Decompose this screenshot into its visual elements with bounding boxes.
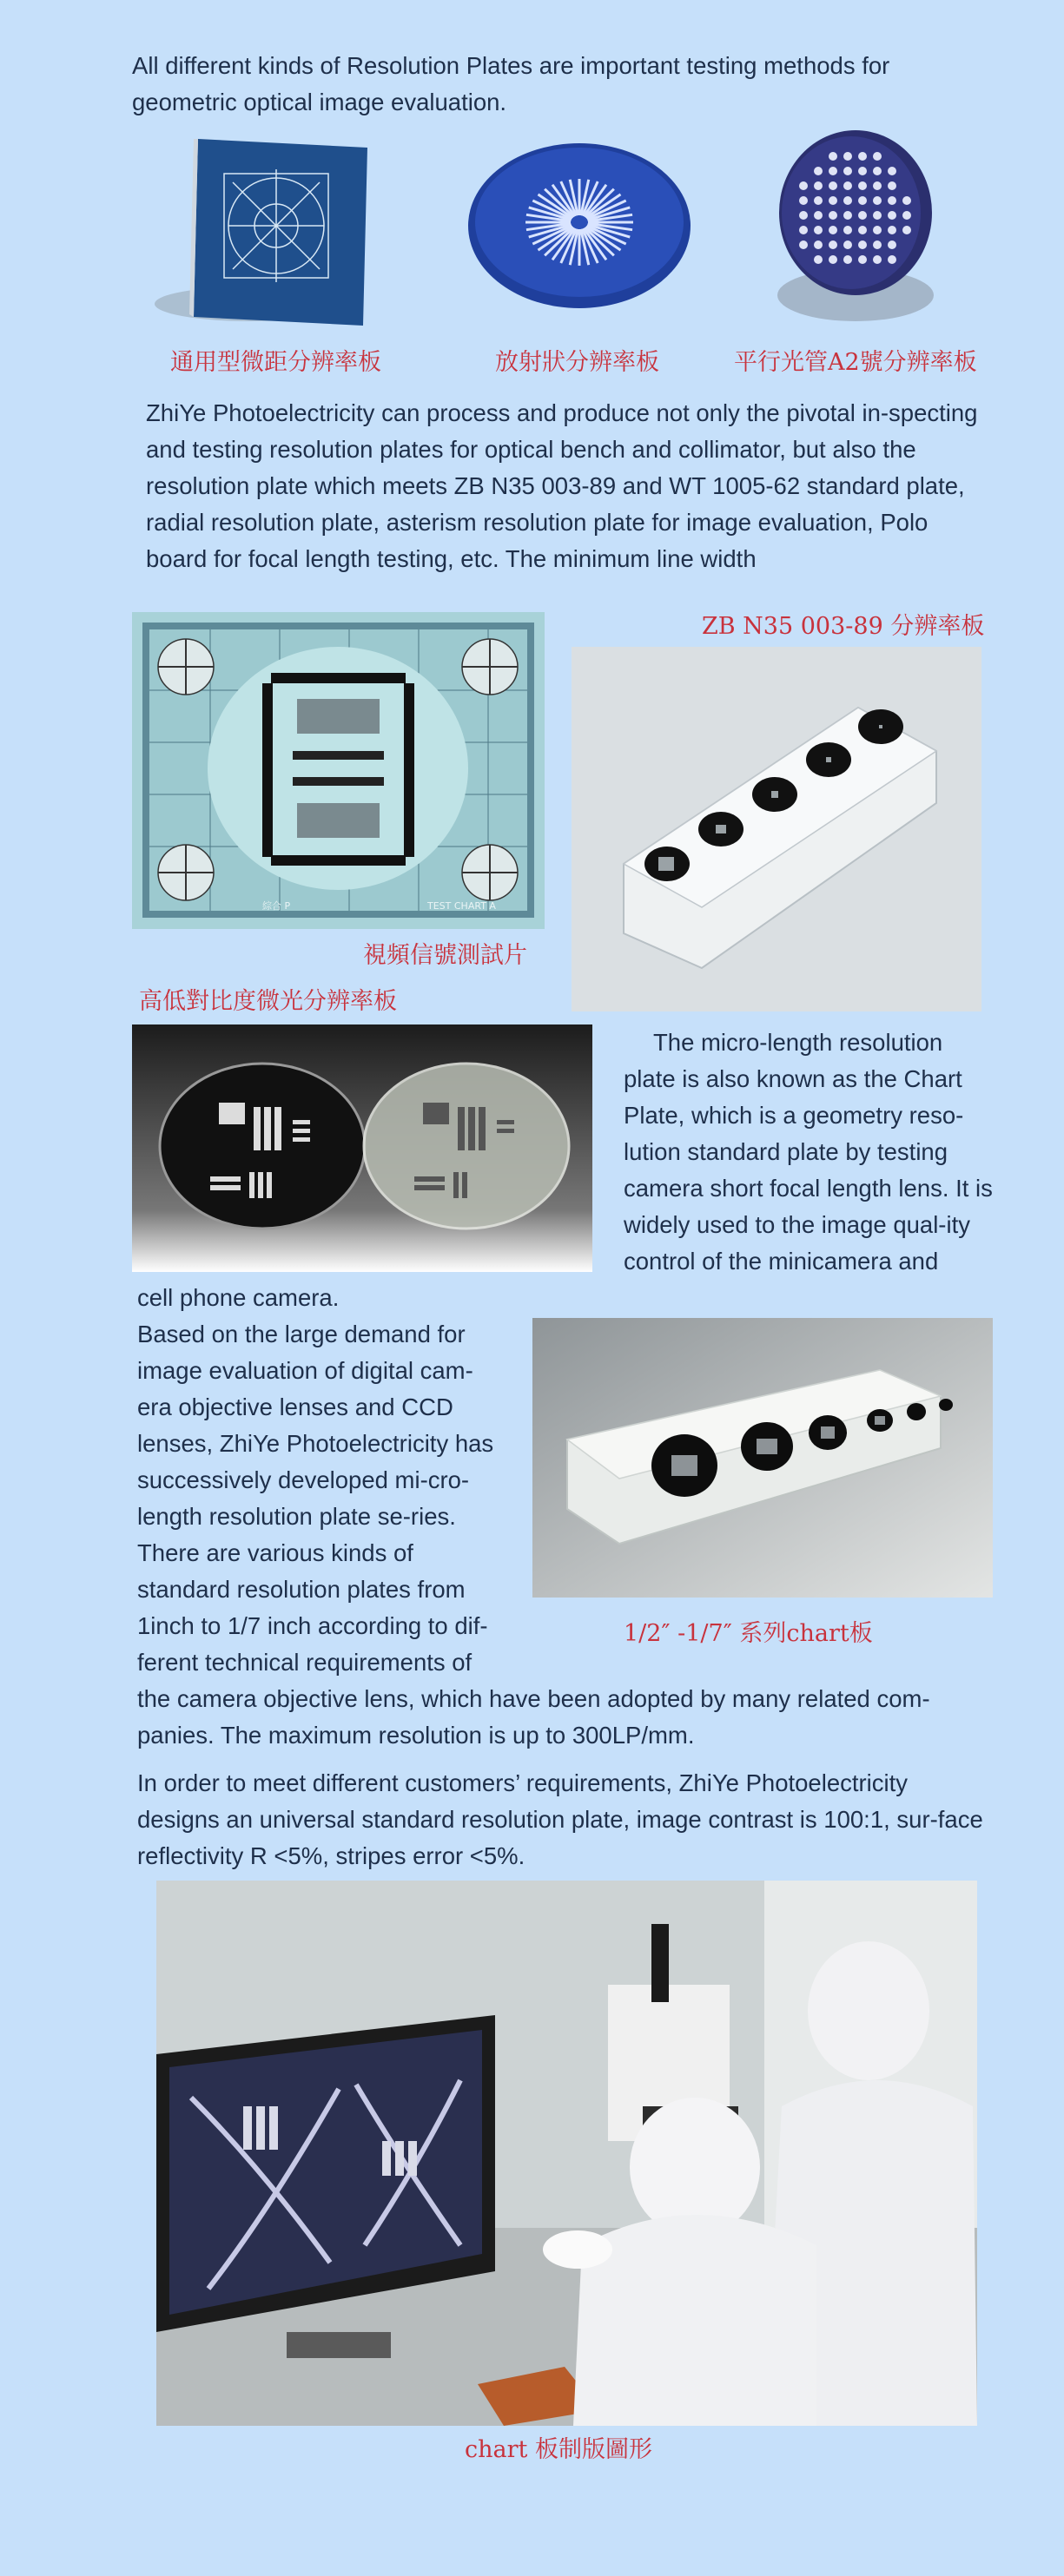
plate1-caption: 通用型微距分辨率板 (170, 349, 381, 376)
plate3-caption: 平行光管A2號分辨率板 (734, 349, 977, 376)
paragraph-micro-length-text: The micro-length resolution plate is also known as the Chart Plate, which is a geometry reso-lution standard plate by testing camera short focal length lens. It is widely used to the image qual-ity control of the minicamera and (624, 1029, 993, 1275)
collimator-plate-image (769, 122, 942, 330)
paragraph-ccd-lenses-tail: the camera objective lens, which have been adopted by many related com-panies. The maximum resolution is up to 300LP/mm. (137, 1685, 930, 1749)
plate2-caption: 放射狀分辨率板 (495, 349, 659, 376)
video-test-chart-image (132, 612, 545, 929)
chart-series-caption: 1/2″ -1/7″ 系列chart板 (624, 1620, 873, 1647)
paragraph-micro-length-plate (624, 1024, 995, 1280)
zb-plate-glass-block-image (572, 647, 981, 1011)
zb-plate-caption: ZB N35 003-89 分辨率板 (702, 613, 985, 640)
paragraph-universal-plate: In order to meet different customers’ requirements, ZhiYe Photoelectricity designs an universal standard resolution plate, image contrast is 100:1, sur-face reflectivity R <5%, stripes error <5%. (137, 1769, 983, 1869)
low-light-contrast-plates-image (132, 1024, 592, 1272)
macro-resolution-plate-image (146, 130, 376, 332)
paragraph-ccd-lenses: Based on the large demand for image evaluation of digital cam-era objective lenses and CCD lenses, ZhiYe Photoelectricity has successively developed mi-cro-length resolution plate se-ries. There are various kinds of standard resolution plates from 1inch to 1/7 inch according to dif-ferent technical requirements of (137, 1321, 494, 1676)
video-chart-caption: 視頻信號測試片 (363, 942, 527, 969)
test-chart-brand: 綜合 P (262, 900, 291, 912)
paragraph-micro-length-tail: cell phone camera. (137, 1284, 340, 1311)
paragraph-pivotal-plates: ZhiYe Photoelectricity can process and produce not only the pivotal in-specting and testing resolution plates for optical bench and collimator, but also the resolution plate which meets ZB N35 003-89 and WT 1005-62 standard plate, radial resolution plate, asterism resolution plate for image evaluation, Polo board for focal length testing, etc. The minimum line width (146, 399, 978, 572)
lab-caption: chart 板制版圖形 (465, 2436, 652, 2463)
chart-plate-series-image (532, 1318, 993, 1598)
lab-operator-photo (156, 1881, 977, 2426)
test-chart-label: TEST CHART A (427, 900, 496, 912)
intro-text: All different kinds of Resolution Plates are important testing methods for geometric optical image evaluation. (132, 52, 890, 115)
radial-resolution-plate-image (465, 139, 695, 313)
contrast-plate-caption: 高低對比度微光分辨率板 (139, 988, 397, 1015)
